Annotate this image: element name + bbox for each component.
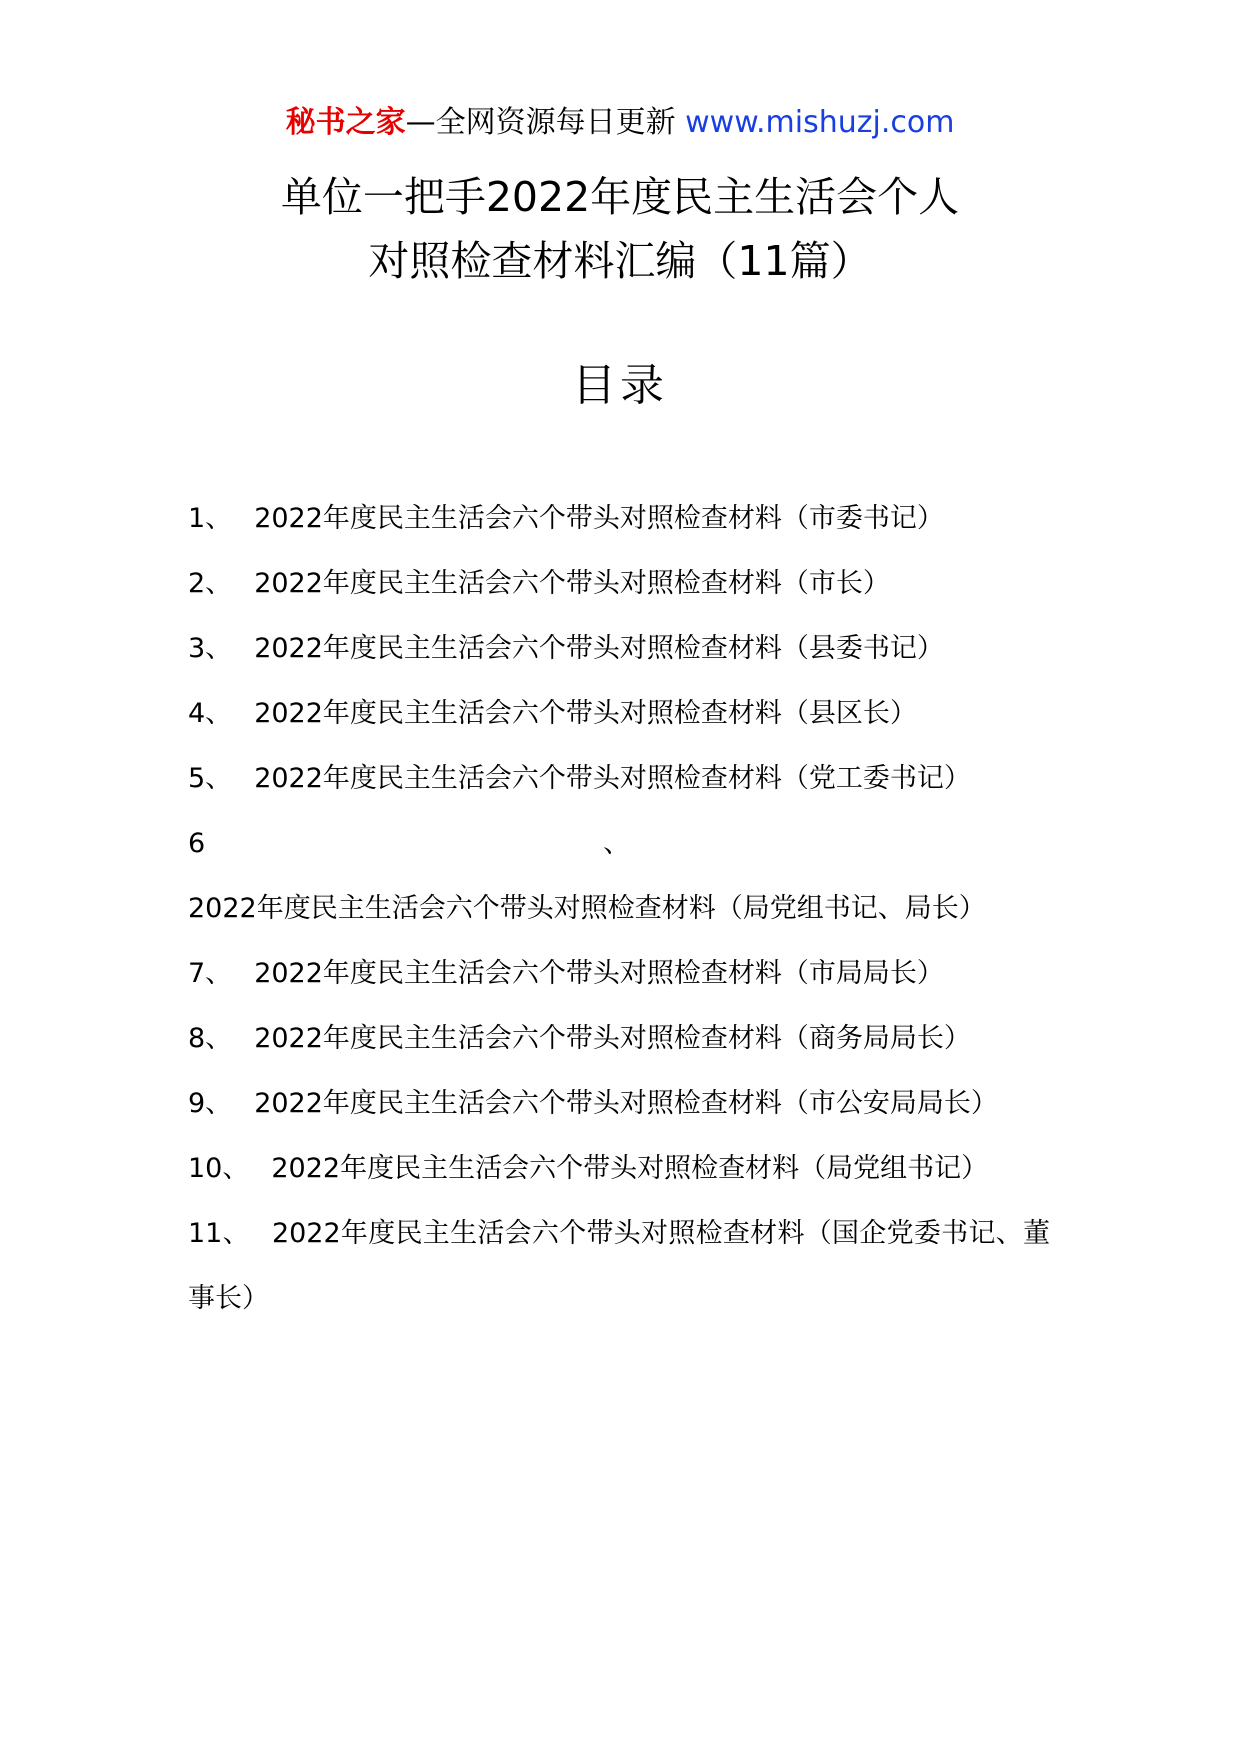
toc-item-text: 2022年度民主生活会六个带头对照检查材料（县委书记）	[254, 633, 944, 664]
toc-item-text: 2022年度民主生活会六个带头对照检查材料（县区长）	[254, 698, 917, 729]
toc-item[interactable]	[188, 681, 1050, 746]
banner-tagline: —全网资源每日更新	[405, 105, 686, 140]
toc-item-text: 2022年度民主生活会六个带头对照检查材料（市公安局局长）	[254, 1088, 998, 1119]
toc-item[interactable]	[188, 1006, 1050, 1071]
toc-item-text: 2022年度民主生活会六个带头对照检查材料（市委书记）	[254, 503, 944, 534]
toc-item[interactable]	[188, 811, 1050, 941]
toc-item-number: 9、	[188, 1088, 233, 1119]
toc-item-text: 2022年度民主生活会六个带头对照检查材料（商务局局长）	[254, 1023, 971, 1054]
toc-item-number: 8、	[188, 1023, 233, 1054]
toc-item-number: 6、	[188, 828, 1028, 859]
document-title	[0, 165, 1240, 293]
toc-item-number: 3、	[188, 633, 233, 664]
toc-item[interactable]	[188, 1136, 1050, 1201]
toc-item[interactable]	[188, 616, 1050, 681]
toc-item-number: 1、	[188, 503, 233, 534]
toc-item[interactable]	[188, 551, 1050, 616]
table-of-contents	[188, 486, 1050, 1331]
toc-item-text: 2022年度民主生活会六个带头对照检查材料（局党组书记、局长）	[188, 893, 986, 924]
toc-item-text: 2022年度民主生活会六个带头对照检查材料（党工委书记）	[254, 763, 971, 794]
title-line-1: 单位一把手2022年度民主生活会个人	[280, 173, 960, 221]
toc-item-number: 10、	[188, 1153, 250, 1184]
toc-item-number: 7、	[188, 958, 233, 989]
toc-item[interactable]	[188, 486, 1050, 551]
toc-item[interactable]	[188, 1201, 1050, 1331]
toc-item-text: 2022年度民主生活会六个带头对照检查材料（市局局长）	[254, 958, 944, 989]
banner-brand: 秘书之家	[285, 105, 406, 140]
banner-url-link[interactable]: www.mishuzj.com	[685, 105, 955, 140]
toc-item[interactable]	[188, 746, 1050, 811]
toc-item[interactable]	[188, 1071, 1050, 1136]
toc-item-number: 11、	[188, 1218, 250, 1249]
toc-item-text: 2022年度民主生活会六个带头对照检查材料（市长）	[254, 568, 890, 599]
site-banner	[0, 100, 1240, 146]
toc-heading: 目录	[572, 360, 668, 411]
toc-item-number: 2、	[188, 568, 233, 599]
title-line-2: 对照检查材料汇编（11篇）	[368, 237, 872, 285]
toc-item-number: 4、	[188, 698, 233, 729]
toc-item-text: 2022年度民主生活会六个带头对照检查材料（局党组书记）	[271, 1153, 989, 1184]
toc-item-number: 5、	[188, 763, 233, 794]
toc-item-text: 2022年度民主生活会六个带头对照检查材料（国企党委书记、董事长）	[188, 1218, 1051, 1314]
toc-item[interactable]	[188, 941, 1050, 1006]
